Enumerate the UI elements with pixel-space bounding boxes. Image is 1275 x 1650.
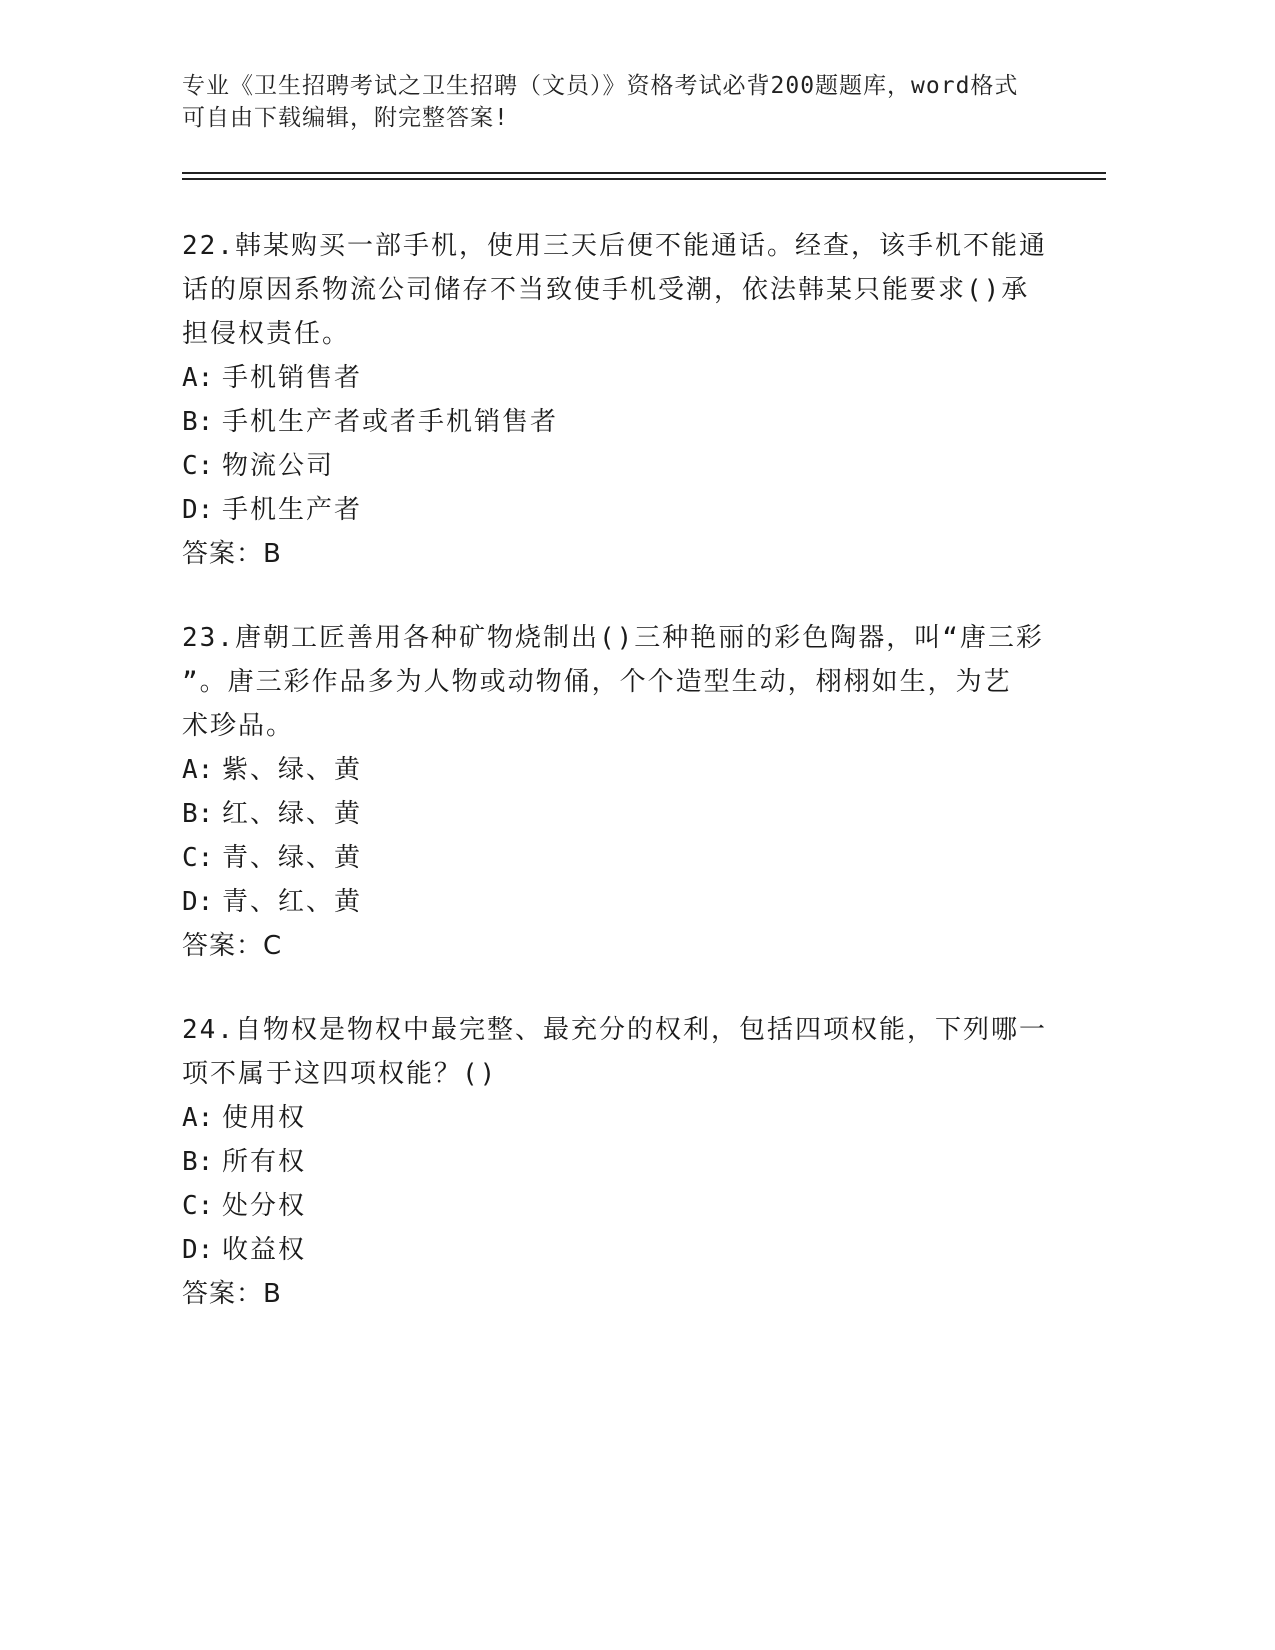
answer-line: 答案：B	[182, 1279, 282, 1309]
header-divider-bottom	[182, 178, 1106, 180]
question-text-line: 23.唐朝工匠善用各种矿物烧制出()三种艳丽的彩色陶器，叫“唐三彩	[182, 623, 1044, 653]
option-key: C:	[182, 451, 214, 481]
option-text: 紫、绿、黄	[222, 755, 363, 785]
option-key: A:	[182, 1103, 214, 1133]
option-a	[182, 1096, 1042, 1140]
header-line-2: 可自由下载编辑，附完整答案!	[182, 105, 509, 131]
option-text: 物流公司	[222, 451, 335, 481]
option-key: D:	[182, 887, 214, 917]
question-text-line: 项不属于这四项权能？()	[182, 1059, 498, 1089]
header-line-1: 专业《卫生招聘考试之卫生招聘（文员）》资格考试必背200题题库，word格式	[182, 73, 1019, 99]
option-b	[182, 400, 1042, 444]
question-text-line: 24.自物权是物权中最完整、最充分的权利，包括四项权能，下列哪一	[182, 1015, 1047, 1045]
option-d	[182, 880, 1042, 924]
document-header	[182, 70, 1042, 134]
answer-line: 答案：B	[182, 539, 282, 569]
option-c	[182, 444, 1042, 488]
answer-line: 答案：C	[182, 931, 283, 961]
option-key: A:	[182, 755, 214, 785]
option-text: 收益权	[222, 1235, 307, 1265]
question-text-line: 术珍品。	[182, 711, 295, 741]
option-d	[182, 1228, 1042, 1272]
option-c	[182, 836, 1042, 880]
option-key: D:	[182, 1235, 214, 1265]
option-key: B:	[182, 1147, 214, 1177]
question-22	[182, 224, 1047, 576]
option-a	[182, 748, 1042, 792]
question-text-line: ”。唐三彩作品多为人物或动物俑，个个造型生动，栩栩如生，为艺	[182, 667, 1012, 697]
option-text: 手机生产者	[222, 495, 363, 525]
option-d	[182, 488, 1042, 532]
question-text-line: 话的原因系物流公司储存不当致使手机受潮，依法韩某只能要求()承	[182, 275, 1030, 305]
option-text: 红、绿、黄	[222, 799, 363, 829]
option-text: 手机销售者	[222, 363, 363, 393]
option-text: 处分权	[222, 1191, 307, 1221]
option-key: D:	[182, 495, 214, 525]
option-b	[182, 1140, 1042, 1184]
option-text: 青、红、黄	[222, 887, 363, 917]
option-key: B:	[182, 407, 214, 437]
question-23	[182, 616, 1042, 968]
option-key: B:	[182, 799, 214, 829]
header-divider-top	[182, 172, 1106, 174]
question-text-line: 担侵权责任。	[182, 319, 351, 349]
option-text: 青、绿、黄	[222, 843, 363, 873]
option-text: 手机生产者或者手机销售者	[222, 407, 559, 437]
option-key: A:	[182, 363, 214, 393]
option-text: 使用权	[222, 1103, 307, 1133]
option-key: C:	[182, 843, 214, 873]
option-c	[182, 1184, 1042, 1228]
option-key: C:	[182, 1191, 214, 1221]
question-24	[182, 1008, 1047, 1316]
option-text: 所有权	[222, 1147, 307, 1177]
option-b	[182, 792, 1042, 836]
question-text-line: 22.韩某购买一部手机，使用三天后便不能通话。经查，该手机不能通	[182, 231, 1047, 261]
option-a	[182, 356, 1042, 400]
